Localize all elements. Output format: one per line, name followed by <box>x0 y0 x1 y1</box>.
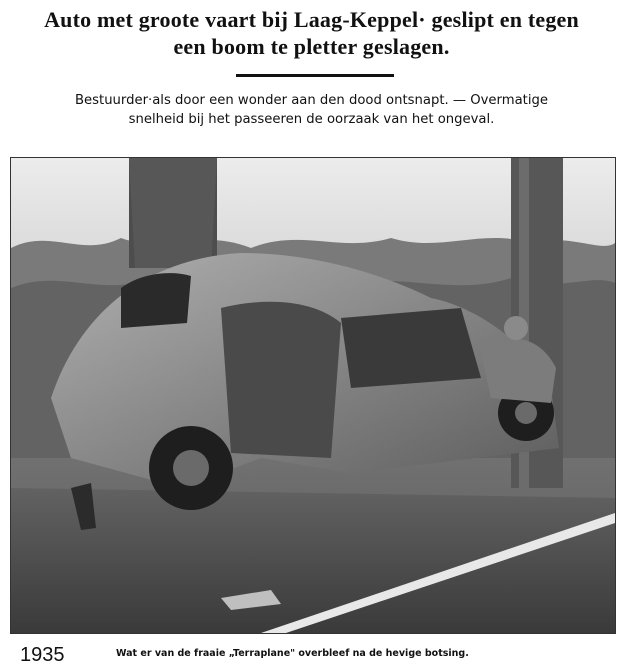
subhead-line-1: Bestuurder·als door een wonder aan den dood ontsnapt. — Overmatige <box>75 93 548 108</box>
headline-divider <box>236 74 394 77</box>
wrecked-car-photo <box>11 158 615 633</box>
headline-line-1: Auto met groote vaart bij Laag-Keppel· geslipt en tegen <box>44 7 579 32</box>
article-headline <box>8 6 615 60</box>
photo-caption: Wat er van de fraaie „Terraplane" overbleef na de hevige botsing. <box>116 648 469 659</box>
news-photo <box>10 157 616 634</box>
headline-line-2: een boom te pletter geslagen. <box>173 34 450 59</box>
year-label: 1935 <box>20 644 65 666</box>
article-subhead <box>8 91 615 129</box>
subhead-line-2: snelheid bij het passeeren de oorzaak van het ongeval. <box>128 112 495 127</box>
